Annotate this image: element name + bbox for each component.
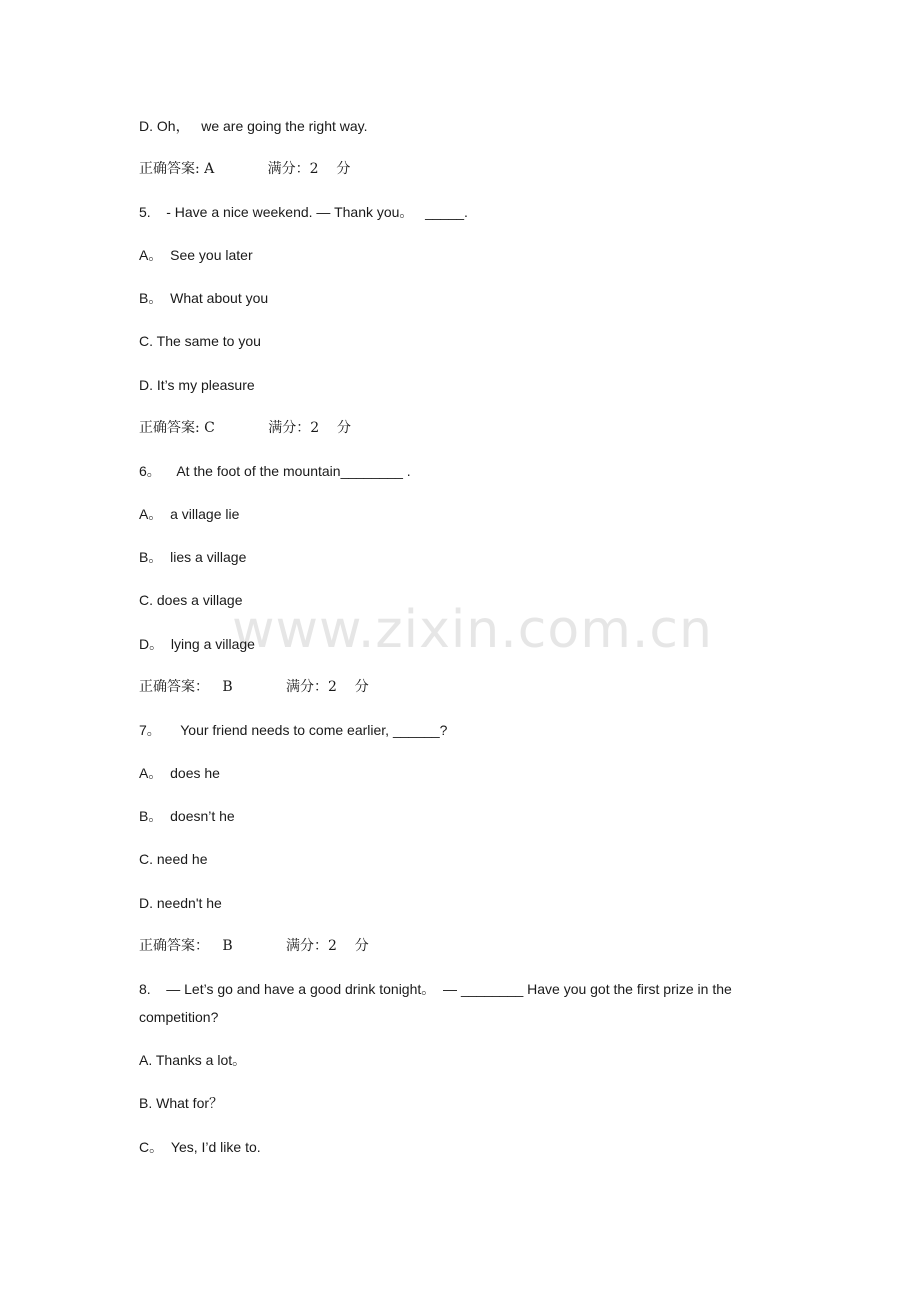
q4-answer: 正确答案: A 满分：2 分 [139, 161, 351, 177]
q5-option-d: D. It’s my pleasure [139, 377, 255, 393]
q8-option-b: B. What for？ [139, 1095, 224, 1111]
q6-option-b: B。 lies a village [139, 549, 247, 565]
q7-option-c: C. need he [139, 851, 208, 867]
q8-question-continued: competition? [139, 1009, 219, 1025]
q7-question: 7。 Your friend needs to come earlier, ______? [139, 722, 448, 738]
q6-question: 6。 At the foot of the mountain________ . [139, 463, 411, 479]
q7-option-d: D. needn't he [139, 895, 222, 911]
q6-option-d: D。 lying a village [139, 636, 255, 652]
q8-option-c: C。 Yes, I’d like to. [139, 1139, 261, 1155]
q7-option-b: B。 doesn’t he [139, 808, 235, 824]
q5-option-b: B。 What about you [139, 290, 269, 306]
q5-question: 5. - Have a nice weekend. — Thank you。 _____. [139, 204, 468, 220]
q8-option-a: A. Thanks a lot。 [139, 1052, 247, 1068]
q7-answer: 正确答案： B 满分：2 分 [139, 938, 369, 954]
q6-option-a: A。 a village lie [139, 506, 240, 522]
q4-option-d: D. Oh， we are going the right way. [139, 118, 368, 134]
q5-option-a: A。 See you later [139, 247, 253, 263]
q6-option-c: C. does a village [139, 592, 243, 608]
q5-answer: 正确答案: C 满分：2 分 [139, 420, 351, 436]
q7-option-a: A。 does he [139, 765, 220, 781]
q8-question: 8. — Let’s go and have a good drink tonight。 — ________ Have you got the first prize in the [139, 981, 732, 997]
q5-option-c: C. The same to you [139, 333, 261, 349]
q6-answer: 正确答案： B 满分：2 分 [139, 679, 369, 695]
watermark: www.zixin.com.cn [232, 600, 713, 660]
